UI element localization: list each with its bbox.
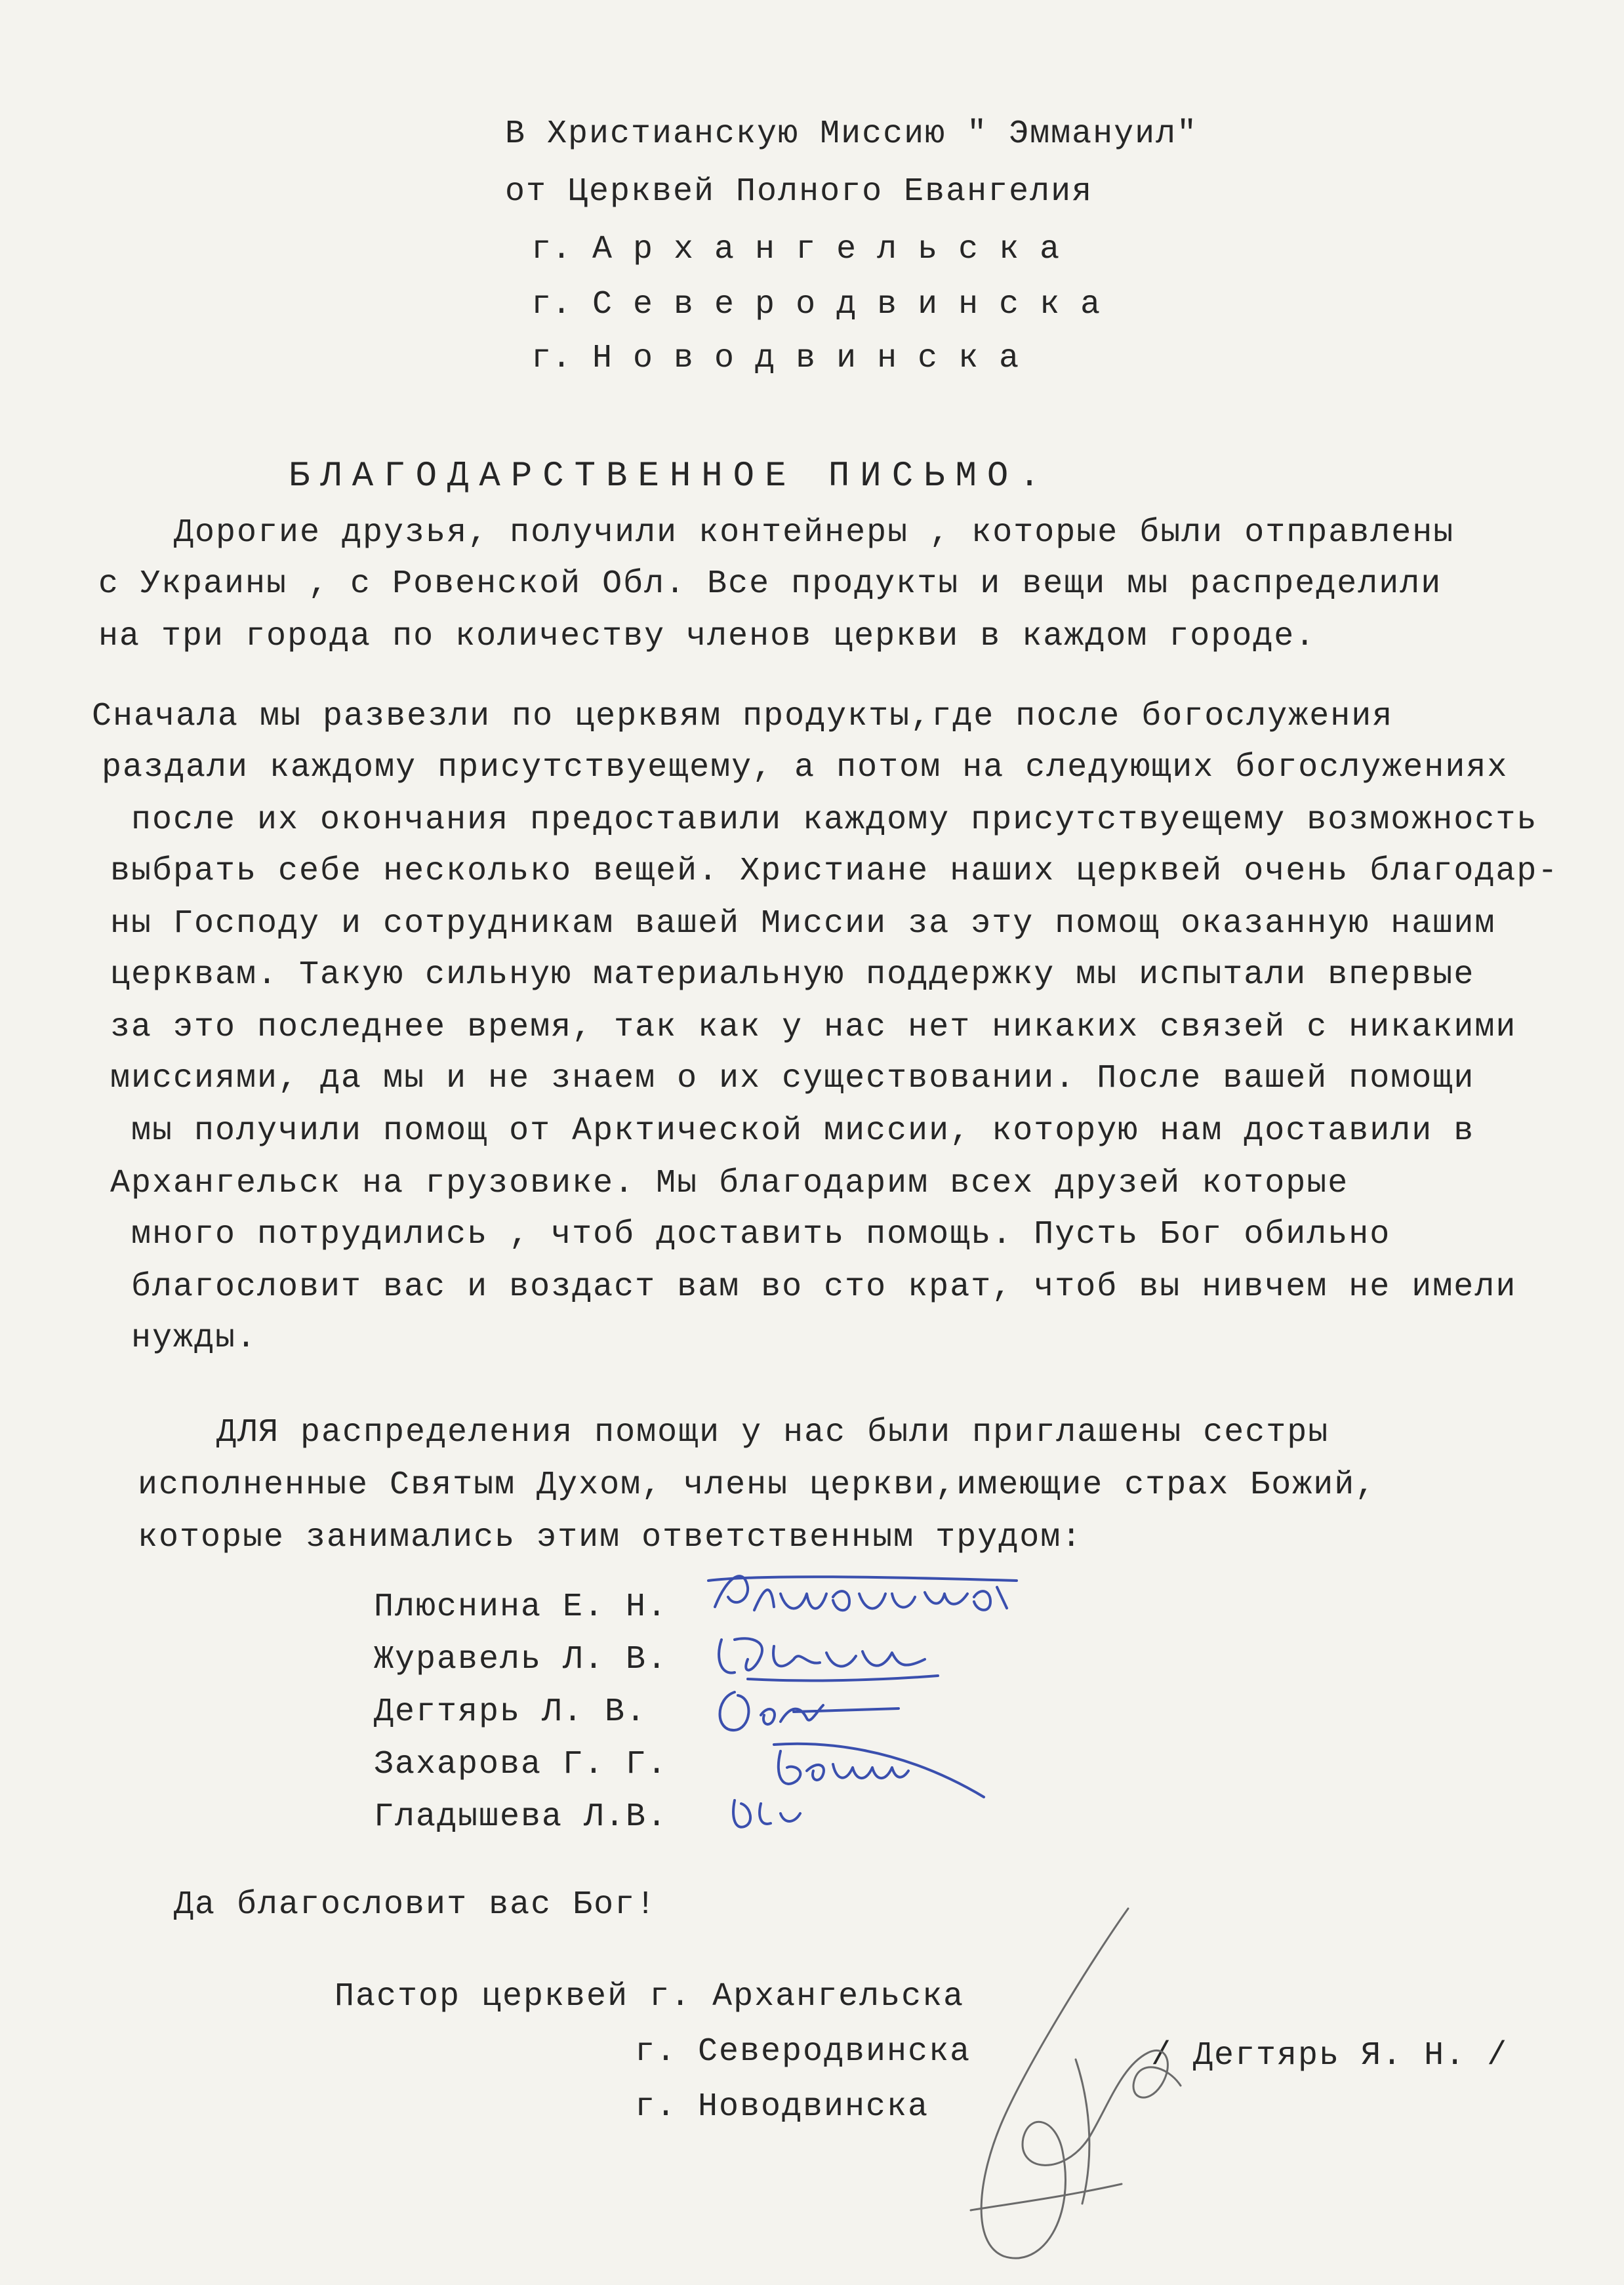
- paragraph-2-line-13: нужды.: [131, 1320, 258, 1357]
- paragraph-2-line-3: после их окончания предоставили каждому присутствуещему возможность: [131, 801, 1538, 839]
- sister-name-1: Плюснина Е. Н.: [374, 1588, 668, 1626]
- signature-gladysheva: [721, 1784, 826, 1843]
- paragraph-2-line-5: ны Господу и сотрудникам вашей Миссии за эту помощ оказанную нашим: [110, 905, 1496, 942]
- sender-line: от Церквей Полного Евангелия: [505, 173, 1093, 211]
- paragraph-3-line-1: ДЛЯ распределения помощи у нас были приглашены сестры: [216, 1414, 1330, 1451]
- paragraph-2-line-6: церквам. Такую сильную материальную поддержку мы испытали впервые: [110, 956, 1475, 994]
- sister-name-2: Журавель Л. В.: [374, 1641, 668, 1678]
- city-severodvinsk: г. С е в е р о д в и н с к а: [531, 286, 1101, 323]
- paragraph-2-line-9: мы получили помощ от Арктической миссии, которую нам доставили в: [131, 1112, 1475, 1150]
- city-novodvinsk: г. Н о в о д в и н с к а: [531, 340, 1020, 377]
- closing-line-3: г. Новодвинска: [635, 2088, 929, 2126]
- paragraph-2-line-11: много потрудились , чтоб доставить помощь. Пусть Бог обильно: [131, 1216, 1391, 1253]
- paragraph-1-line-2: с Украины , с Ровенской Обл. Все продукты и вещи мы распределили: [98, 565, 1442, 603]
- closing-line-1: Пастор церквей г. Архангельска: [335, 1978, 965, 2015]
- paragraph-2-line-8: миссиями, да мы и не знаем о их существовании. После вашей помощи: [110, 1060, 1475, 1097]
- paragraph-2-line-2: раздали каждому присутствуещему, а потом на следующих богослужениях: [102, 749, 1509, 786]
- paragraph-2-line-10: Архангельск на грузовике. Мы благодарим всех друзей которые: [110, 1165, 1349, 1202]
- blessing-line: Да благословит вас Бог!: [174, 1886, 657, 1924]
- paragraph-3-line-2: исполненные Святым Духом, члены церкви,имеющие страх Божий,: [138, 1466, 1377, 1504]
- paragraph-2-line-1: Сначала мы развезли по церквям продукты,где после богослужения: [92, 698, 1394, 735]
- sister-name-3: Дегтярь Л. В.: [374, 1693, 647, 1731]
- addressee-line: В Христианскую Миссию " Эммануил": [505, 115, 1198, 153]
- city-arkhangelsk: г. А р х а н г е л ь с к а: [531, 231, 1061, 268]
- letter-title: БЛАГОДАРСТВЕННОЕ ПИСЬМО.: [289, 456, 1051, 496]
- paragraph-1-line-1: Дорогие друзья, получили контейнеры , которые были отправлены: [174, 514, 1455, 552]
- closing-line-2: г. Северодвинска: [635, 2033, 971, 2071]
- paragraph-3-line-3: которые занимались этим ответственным трудом:: [138, 1519, 1083, 1556]
- paragraph-2-line-4: выбрать себе несколько вещей. Христиане наших церквей очень благодар-: [110, 853, 1559, 890]
- paragraph-2-line-12: благословит вас и воздаст вам во сто крат, чтоб вы нивчем не имели: [131, 1268, 1517, 1306]
- pastor-signature: [931, 1902, 1207, 2269]
- sister-name-5: Гладышева Л.В.: [374, 1798, 668, 1836]
- paragraph-2-line-7: за это последнее время, так как у нас нет никаких связей с никакими: [110, 1009, 1517, 1046]
- sister-name-4: Захарова Г. Г.: [374, 1746, 668, 1783]
- pastor-name: / Дегтярь Я. Н. /: [1151, 2037, 1509, 2074]
- paragraph-1-line-3: на три города по количеству членов церкви в каждом городе.: [98, 618, 1316, 655]
